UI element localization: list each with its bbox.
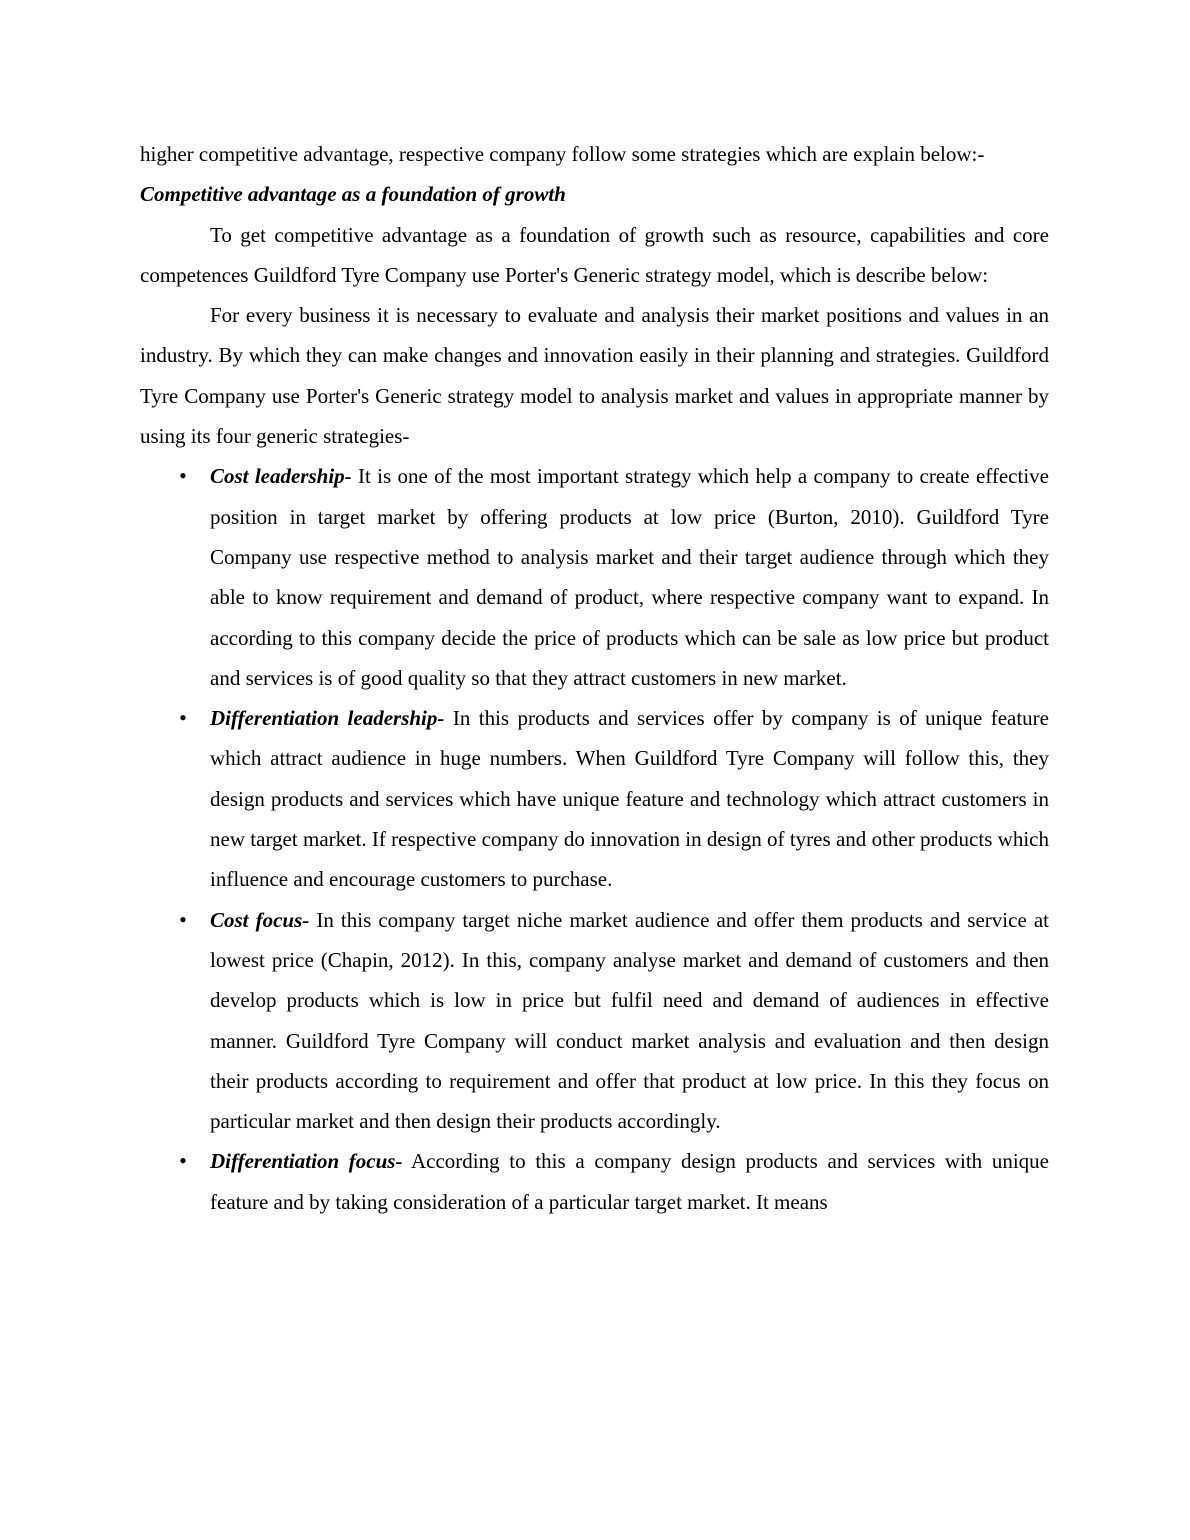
list-item-differentiation-leadership: [140, 698, 1049, 899]
bullet-icon: •: [179, 705, 187, 731]
strategy-term: Cost leadership-: [210, 464, 352, 489]
bullet-icon: •: [179, 463, 187, 489]
body-paragraph-2: For every business it is necessary to evaluate and analysis their market positions and values in an industry. By which they can make changes and innovation easily in their planning and strategies. Guildford Tyre Company use Porter's Generic strategy model to analysis market and values in appropriate manner by using its four generic strategies-: [140, 303, 1049, 449]
strategy-term: Differentiation focus-: [210, 1149, 403, 1174]
body-paragraph-1: To get competitive advantage as a foundation of growth such as resource, capabilities and core competences Guildford Tyre Company use Porter's Generic strategy model, which is describe below:: [140, 222, 1049, 287]
strategy-list: [140, 456, 1049, 1222]
list-item-cost-focus: [140, 900, 1049, 1142]
strategy-description: In this company target niche market audience and offer them products and service at lowest price (Chapin, 2012). In this, company analyse market and demand of customers and then develop products which is low in price but fulfil need and demand of audiences in effective manner. Guildford Tyre Company will conduct market analysis and evaluation and then design their products according to requirement and offer that product at low price. In this they focus on particular market and then design their products accordingly.: [210, 907, 1049, 1134]
bullet-icon: •: [179, 1148, 187, 1174]
strategy-description: In this products and services offer by company is of unique feature which attract audience in huge numbers. When Guildford Tyre Company will follow this, they design products and services which have unique feature and technology which attract customers in new target market. If respective company do innovation in design of tyres and other products which influence and encourage customers to purchase.: [210, 706, 1050, 892]
list-item-cost-leadership: [140, 456, 1049, 698]
strategy-term: Cost focus-: [210, 907, 310, 932]
section-heading: Competitive advantage as a foundation of growth: [140, 182, 566, 207]
list-item-differentiation-focus: [140, 1141, 1049, 1222]
intro-continuation-paragraph: higher competitive advantage, respective company follow some strategies which are explain below:-: [140, 142, 985, 166]
strategy-description: According to this a company design products and services with unique feature and by taking consideration of a particular target market. It means: [210, 1149, 1050, 1214]
document-page: [140, 134, 1049, 1222]
bullet-icon: •: [179, 906, 187, 932]
strategy-description: It is one of the most important strategy which help a company to create effective position in target market by offering products at low price (Burton, 2010). Guildford Tyre Company use respective method to analysis market and their target audience through which they able to know requirement and demand of product, where respective company want to expand. In according to this company decide the price of products which can be sale as low price but product and services is of good quality so that they attract customers in new market.: [210, 464, 1049, 690]
strategy-term: Differentiation leadership-: [210, 706, 445, 731]
